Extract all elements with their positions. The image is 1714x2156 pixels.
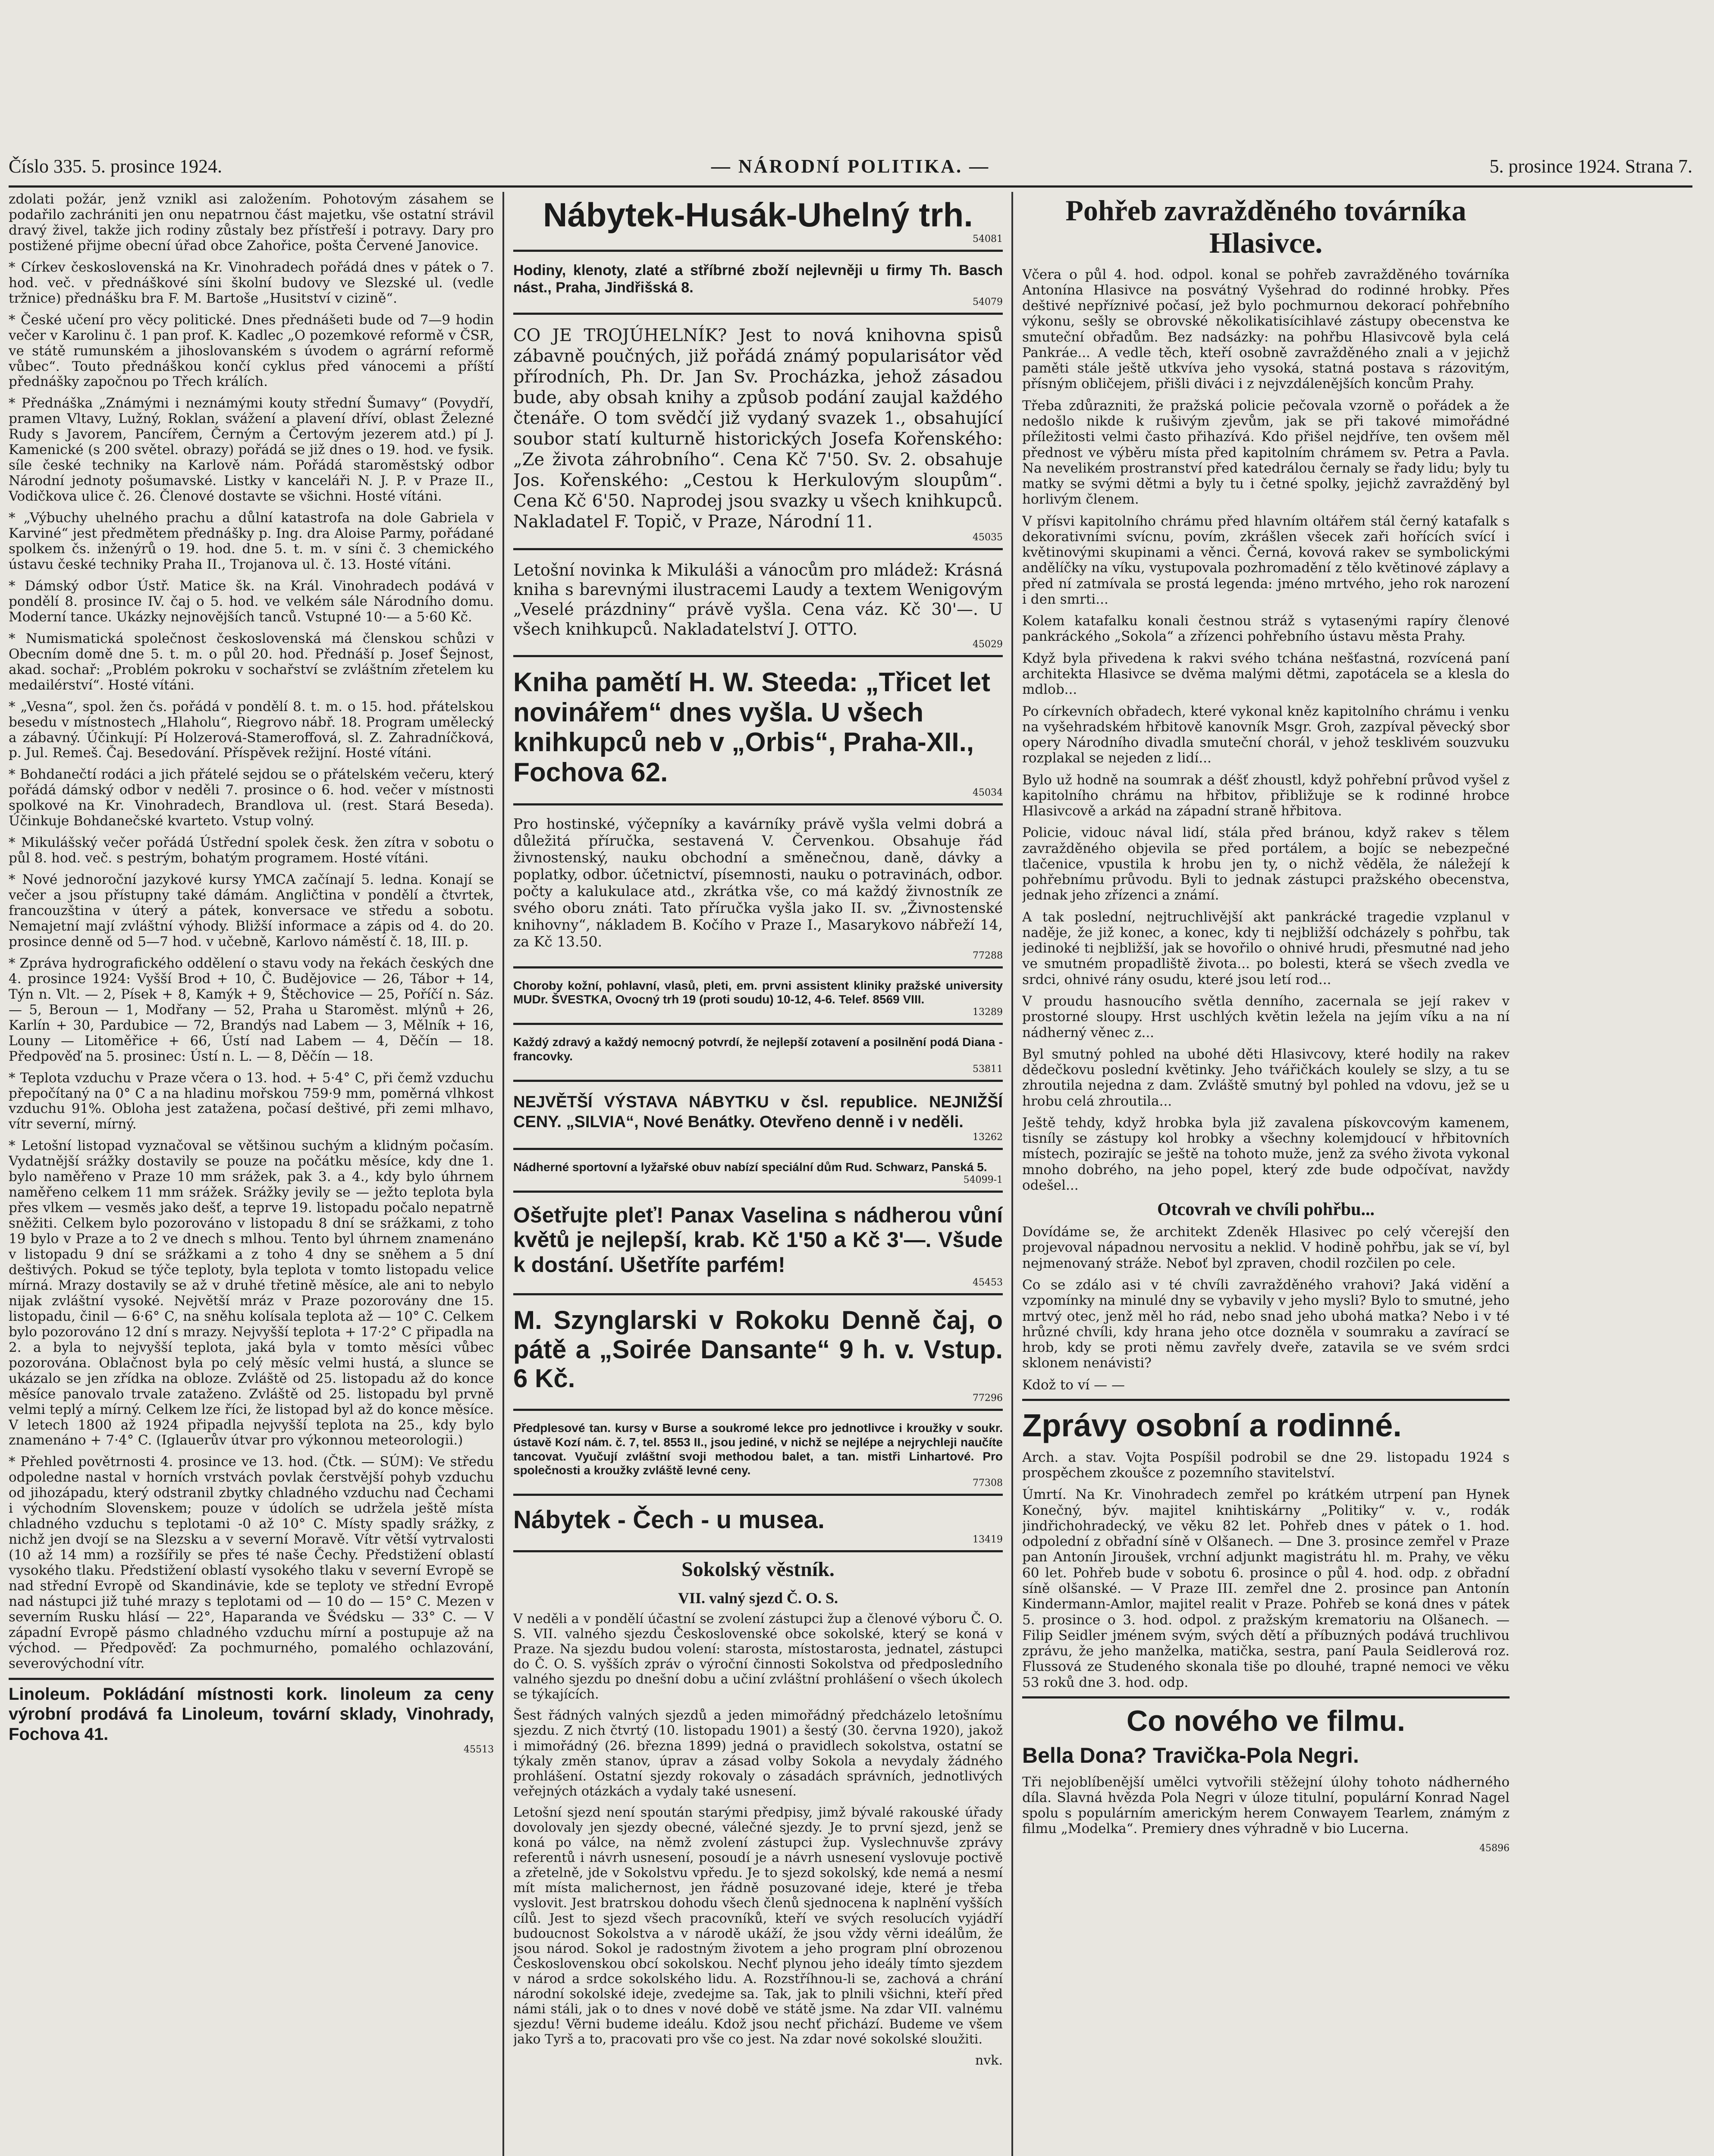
ad-number: 45513 (464, 1744, 494, 1755)
column-divider (502, 192, 504, 2156)
article-paragraph: A tak poslední, nejtruchlivější akt pankrácké tragedie vzplanul v naděje, že již konec, a konec, kdy ti nejbližší odcházely s pohřbu, tak jedinoké ti nejbližší, jak se hovořilo o ohnivé hrudi, přesmutné nad jeho ve smutném propadliště života... po bolesti, která se všech zvedla ve srdci, ohnivé rány osudu, které jsou letí rod... (1022, 909, 1510, 987)
ad-szynglarski: M. Szynglarski v Rokoku Denně čaj, o pátě a „Soirée Dansante“ 9 h. v. Vstup. 6 Kč. (513, 1306, 1003, 1393)
article-paragraph: Ještě tehdy, když hrobka byla již zavalena pískovcovým kamenem, tisníly se zástupy kol hrobky a všechny kolemjdoucí v hřbitovních místech, pozirajíc se ještě na tohoto muže, jenž za svého života vykonal mnoho dobrého, na jeho popel, který zde bude odpočívat, navždy odešel... (1022, 1115, 1510, 1193)
ad-husak-furniture: Nábytek-Husák-Uhelný trh. (543, 196, 973, 234)
ad-number: 54081 (973, 234, 1003, 245)
ad-number: 45896 (1479, 1843, 1510, 1854)
column-divider (1011, 192, 1013, 2156)
article-paragraph: V přísvi kapitolního chrámu před hlavním oltářem stál černý katafalk s dekorativními svícnu, povím, zkrášlen všecek zaři hořících svící i květinovými skupinami a věnci. Černá, kovová rakev se symbolickými andělíčky na víku, vystupovala pozhromadění z tělo květinové záplavy a před ní zatmívala se prostá legenda: jméno mrtvého, jeho rok narození i den smrti... (1022, 513, 1510, 607)
notice-sumava: * Přednáška „Známými i neznámými kouty střední Šumavy“ (Povydří, pramen Vltavy, Lužný, Roklan, svážení a plavení dříví, oblast Železné Rudy s Javorem, Pancířem, Černým a Čertovým jezerem atd.) pí J. Kamenické (s 200 světel. obrazy) pořádá se již dnes o 19. hod. ve fysik. síle české techniky na Karlově nám. Pořádá staroměstský odbor Národní jednoty pošumavské. Listky v kanceláři N. J. P. v Praze II., Vodičkova ulice č. 26. Členové dostavte se všichni. Hosté vítáni. (9, 395, 494, 505)
column-3 (1022, 192, 1510, 2156)
ad-panax: Ošetřujte pleť! Panax Vaselina s nádherou vůní květů je nejlepší, krab. Kč 1'50 a Kč 3'—. Všude k dostání. Ušetříte parfém! (513, 1203, 1003, 1277)
notice-weather-forecast: * Přehled povětrnosti 4. prosince ve 13. hod. (Čtk. — SÚM): Ve středu odpoledne nastal v horních vrstvách povlak čerstvější pohyb vzduchu od jihozápadu, který odstranil zbytky chladného vzduchu nad Čechami i východním Slovenskem; pouze v údolích se udržela ještě místa chladného vzduchu s teplotami -0 až 10° C. Místy spadly srážky, z nichž jen dvojí se na Slezsku a v severní Moravě. Vítr větší vytrvalosti (10 až 14 mm) a rozšířily se přes té naše Čechy. Předstižení oblastí vysokého tlaku. Předstižení oblastí vysokého tlaku v severní Evropě se nad střední Evropě od Skandinávie, kde se teploty ve střední Evropě nad nástupci již tuhé mrazy s teplotami od — 10 do — 15° C. Mezen v severním Rusku hlásí — 22°, Haparanda ve Švédsku — 33° C. — V západní Evropě pásmo chladného vzduchu mírní a postupuje až na východ. — Předpověď: Za pochmurného, pomalého ochlazování, severovýchodní vítr. (9, 1454, 494, 1671)
article-paragraph: Třeba zdůrazniti, že pražská policie pečovala vzorně o pořádek a že nedošlo nikde k rušivým zjevům, jak se při takové mimořádné příležitosti velmi často přihazívá. Kdo přišel nejdříve, ten ovšem měl přednost ve výběru místa před kapitolním chrámem sv. Petra a Pavla. Na nevelikém prostranství před katedrálou černaly se řady lidu; byly tu matky se svými dětmi a byly tu i četné spolky, jejichž zavražděný byl horlivým členem. (1022, 398, 1510, 508)
article-paragraph: Co se zdálo asi v té chvíli zavražděného vrahovi? Jaká vidění a vzpomínky na minulé dny se vybavily v jeho mysli? Bylo to smutné, jeho mrtvý otec, jenž měl ho rád, nebo snad jeho ubohá matka? Nebo i v té hrůzné chvíli, kdy hrana jeho otce dozněla v soumraku a zavírací se hrob, kdy se proti němu zavřely dveře, zatavila se ve svém srdci sklonem nenávisti? (1022, 1277, 1510, 1371)
ad-dance-courses: Předplesové tan. kursy v Burse a soukromé lekce pro jednotlivce i kroužky v soukr. ústavě Kozí nám. č. 7, tel. 8553 II., jsou jediné, v nichž se nejlépe a nejrychleji naučíte tancovat. Vyučují zvláštní svoji methodou balet, a tan. mistři Linhartové. Pro společnosti a kroužky zvláště levné ceny. (513, 1421, 1003, 1477)
ad-number: 13289 (973, 1007, 1003, 1018)
ad-number: 45029 (973, 639, 1003, 650)
notice-temperature: * Teplota vzduchu v Praze včera o 13. hod. + 5·4° C, při čemž vzduchu přepočítaný na 0° C a na hladinu mořskou 759·9 mm, poměrná vlhkost vzduchu 91%. Obloha jest zatažena, počasí deštivé, při zemi mlhavo, vítr severní, mírný. (9, 1070, 494, 1132)
film-subheading: Bella Dona? Travička-Pola Negri. (1022, 1743, 1359, 1767)
issue-number: Číslo 335. 5. prosince 1924. (9, 156, 222, 177)
sokol-paragraph: Letošní sjezd není spoután starými předpisy, jimž bývalé rakouské úřady dovolovaly jen sjezdy obecné, válečné sjezdy. Je to první sjezd, jenž se koná po válce, na němž zvolení zástupci žup. Vyslechnuvše zprávy referentů i návrh usnesení, posoudí je a návrh usnesení vyslovuje poctivě a zřetelně, jde v Sokolstvu vpředu. Je to sjezd sokolský, kde nemá a nesmí mít místa malichernost, jen řádně posuzované ideje, které je třeba vyslovit. Jest bratrskou dohodu všech členů sjednocena k naplnění vyšších cílů. Jest to sjezd všech pracovníků, kteří ve svých resolucích vyjádří budoucnost Sokolstva a v národě ukáží, že jsou vždy věrni ideálům, že jsou národ. Sokol je radostným životem a jeho program plní obrozenou Československou obcí sokolskou. Nechť plynou jeho ideály tímto sjezdem v národ a srdce sokolského lidu. A. Rozstříhnou-li se, zachová a chrání národní sokolské ideje, zvedejme sa. Tak, jak to plnili všichni, kteří před námi stáli, jak o to dnes v nové době ve státě jsme. Na zdar VII. valnému sjezdu! Věrni budeme ideálu. Kdož jsou nechť přichází. Budeme ve všem jako Tyrš a to, pracovati pro vše co jest. Na zdar nové sokolské sloužiti. (513, 1805, 1003, 2047)
notice-november-weather: * Letošní listopad vyznačoval se většinou suchým a klidným počasím. Vydatnější srážky dostavily se pouze na počátku měsíce, kdy dne 1. bylo naměřeno v Praze 10 mm srážek, pak 3. a 4., kdy bylo úhrnem naměřeno celkem 11 mm srážek. Srážky jevily se — ježto teplota byla přes vlkem — vesměs jako dešť, a teprve 19. listopadu počalo nepatrně sněžiti. Celkem bylo pozorováno v listopadu 8 dní se srážkami, z toho 19 bylo v Praze a to 2 ve dnech s mlhou. Tento byl úhrnem znamenáno v listopadu 9 dní se srážkami a z toho 4 dny se sněhem a 5 dní deštivých. Pokud se týče teploty, byla teplota v tomto listopadu velice mírná. Mrazy dostavily se až v druhé třetině měsíce, ale ani to nebylo nijak zvláštní vysoké. Největší mráz v Praze pozorovány dne 15. listopadu, činil — 6·6° C, na sněhu kolísala teplota až — 10° C. Celkem bylo pozorováno 12 dní s mrazy. Nejvyšší teplota + 17·2° C připadla na 2. a byla to nejvyšší teplota, jaká byla v tomto měsíci vůbec pozorována. Oblačnost byla po celý měsíc velmi hustá, a slunce se ukázalo se jen zřídka na obloze. Zvláště od 25. listopadu až do konce měsíce panovalo trvale zataženo. Zvláště od 25. listopadu byl prvně velmi teplý a mírný. Celkem lze říci, že listopad byl až do konce měsíce. V letech 1800 až 1924 připadla nejvyšší teplota na 25., kdy bylo znamenáno + 7·4° C. (Iglauerův útvar pro výkonnou meteorologii.) (9, 1138, 494, 1448)
column-2 (513, 192, 1003, 2156)
film-paragraph: Tři nejoblíbenější umělci vytvořili stěžejní úlohy tohoto nádherného díla. Slavná hvězda Pola Negri v úloze titulní, populární Konrad Nagel spolu s populárním americkým herem Conwayem Tearlem, známým z filmu „Modelka“. Premiery dnes výhradně v bio Lucerna. (1022, 1774, 1510, 1837)
notice-lecture-politics: * České učení pro věcy politické. Dnes přednášeti bude od 7—9 hodin večer v Karolinu č. 1 pan prof. K. Kadlec „O pozemkové reformě v ČSR, ve státě rumunském a jihoslovanském s úvodem o agrární reformě vůbec“. Touto přednáškou končí cyklus před vánocemi a příští přednášky započnou po Třech králích. (9, 312, 494, 390)
notice-water-levels: * Zpráva hydrografického oddělení o stavu vody na řekách českých dne 4. prosince 1924: Vyšší Brod + 10, Č. Budějovice — 26, Tábor + 14, Týn n. Vlt. — 2, Písek + 8, Kamýk + 9, Štěchovice — 25, Poříčí n. Sáz. — 5, Beroun — 1, Modřany — 52, Praha u Staroměst. mlýnů + 26, Karlín + 30, Pardubice — 72, Brandýs nad Labem — 3, Mělník + 16, Louny — Litoměřice + 66, Ústí nad Labem — 4, Děčín — 18. Předpověď na 5. prosinec: Ústí n. L. — 8, Děčín — 18. (9, 955, 494, 1064)
section-heading-personal: Zprávy osobní a rodinné. (1022, 1399, 1510, 1444)
ad-schwarz-shoes: Nádherné sportovní a lyžařské obuv nabízí speciální dům Rud. Schwarz, Panská 5. (513, 1160, 987, 1174)
sokol-subheading: VII. valný sjezd Č. O. S. (678, 1589, 838, 1607)
ad-number: 45035 (973, 532, 1003, 543)
article-paragraph: V proudu hasnoucího světla denního, zacernala se její rakev v prostorné sloupy. Hrst uschlých květin ležela na jejím víku a na ní nádherný věnec z... (1022, 993, 1510, 1040)
ad-hostinsky-handbook: Pro hostinské, výčepníky a kavárníky právě vyšla velmi dobrá a důležitá příručka, sestavená V. Červenkou. Obsahuje řád živnostenský, nauku obchodní a směnečnou, daně, dávky a poplatky, odbor. účetnictví, písemnosti, nauku o potravinách, odbor. počty a kalukulace atd., zkrátka vše, co má každý živnostník ze svého oboru znáti. Tato příručka vyšla jako II. sv. „Živnostenské knihovny“, nákladem B. Kočího v Praze I., Masarykovo nábřeží 14, za Kč 13.50. (513, 815, 1003, 950)
article-paragraph: Bylo už hodně na soumrak a déšť zhoustl, když pohřební průvod vyšel z kapitolního chrámu na hřbitov, přibližuje se k rodinné hrobce Hlasivcově a arkád na západní straně hřbitova. (1022, 772, 1510, 819)
notice-church: * Církev československá na Kr. Vinohradech pořádá dnes v pátek o 7. hod. več. v přednáškové síni školní budovy ve Slezské ul. (vedle tržnice) přednášku bra F. M. Bartoše „Husitství v cizině“. (9, 259, 494, 306)
obituaries: Úmrtí. Na Kr. Vinohradech zemřel po krátkém utrpení pan Hynek Konečný, býv. majitel knihtiskárny „Politiky“ v. v., rodák jindřichohradecký, ve věku 82 let. Pohřeb dnes v pátek o 1. hod. odpolední z obřadní síně v Olšanech. — Dne 3. prosince zemřel v Praze pan Antonín Jiroušek, vrchní adjunkt magistrátu hl. m. Prahy, ve věku 60 let. Pohřeb bude v sobotu 6. prosince o půl 4. hod. odp. z obřadní síně olšanské. — V Praze III. zemřel dne 2. prosince pan Antonín Kindermann-Amlor, majitel realit v Praze. Pohřeb se koná dnes v pátek 5. prosince o 3. hod. odpol. z pražským krematoriu na Olšanech. — Filip Seidler jménem svým, svých dětí a příbuzných podává truchlivou zprávu, že jeho manželka, matička, sestra, paní Paula Seidlerová roz. Flussová ze Studeného skonala tiše po dlouhé, trapné nemoci ve věku 53 roků dne 3. hod. odp. (1022, 1487, 1510, 1690)
ad-steed-book: Kniha pamětí H. W. Steeda: „Třicet let novinářem“ dnes vyšla. U všech knihkupců neb v „Orbis“, Praha-XII., Fochova 62. (513, 667, 990, 787)
ad-number: 53811 (973, 1063, 1003, 1075)
article-paragraph: Včera o půl 4. hod. odpol. konal se pohřeb zavražděného továrníka Antonína Hlasivce na posvátný Vyšehrad do rodinné hrobky. Přes deštivé nepříznivé počasí, jež bylo pochmurnou dekorací pohřebního výkonu, sešly se obrovské několikatisícihlavé zástupy obecenstva ke smuteční obřadům. Bez nadsázky: na pohřbu Hlasivcově byla celá Pankráe... A vedle těch, kteří osobně zavražděného znali a v jejichž paměti stále ještě utkvíva jeho vysoká, statná postava s rázovitým, přísným obličejem, přišli diváci i z nejvzdálenějších koncům Prahy. (1022, 266, 1510, 392)
ad-number: 13419 (973, 1534, 1003, 1545)
ad-linoleum: Linoleum. Pokládání místnosti kork. linoleum za ceny výrobní prodává fa Linoleum, tovární sklady, Vinohrady, Fochova 41. (9, 1684, 494, 1744)
notice-mikulas: * Mikulášský večer pořádá Ústřední spolek česk. žen zítra v sobotu o půl 8. hod. več. s pestrým, bohatým programem. Hosté vítáni. (9, 835, 494, 866)
ad-svestka-clinic: Choroby kožní, pohlavní, vlasů, pleti, em. prvni assistent kliniky pražské university MUDr. ŠVESTKA, Ovocný trh 19 (proti soudu) 10-12, 4-6. Telef. 8569 VIII. (513, 978, 1003, 1006)
sokol-signature: nvk. (975, 2053, 1003, 2068)
ad-number: 77288 (973, 950, 1003, 961)
ad-diana: Každý zdravý a každý nemocný potvrdí, že nejlepší zotavení a posilnění podá Diana - francovky. (513, 1035, 1003, 1063)
ad-number: 45453 (973, 1277, 1003, 1288)
sokol-paragraph: V neděli a v pondělí účastní se zvolení zástupci žup a členové výboru Č. O. S. VII. valného sjezdu Československé obce sokolské, který se koná v Praze. Na sjezdu budou volení: starosta, místostarosta, jednatel, zástupci do Č. O. S. vyšších zpráv o výroční činnosti Sokolstva od předposledního valného sjezdu po dnešní dobu a učiní zvláštní prohlášení o všech úkolech se týkajících. (513, 1611, 1003, 1702)
ad-number: 77296 (973, 1393, 1003, 1404)
ad-number: 54099-1 (963, 1174, 1003, 1185)
ad-silvia-furniture: NEJVĚTŠÍ VÝSTAVA NÁBYTKU v čsl. republice. NEJNIŽŠÍ CENY. „SILVIA“, Nové Benátky. Otevřeno denně i v neděli. (513, 1093, 1003, 1131)
notice-karvina: * „Výbuchy uhelného prachu a důlní katastrofa na dole Gabriela v Karviné“ jest předmětem přednášky p. Ing. dra Aloise Parmy, pořádané spolkem čs. inženýrů o 19. hod. dne 5. t. m. v síni č. 3 chemického ústavu české techniky Praha II., Trojanova ul. č. 13. Hosté vítáni. (9, 510, 494, 572)
sokol-heading: Sokolský věstník. (681, 1558, 835, 1581)
article-paragraph: Kdož to ví — — (1022, 1377, 1125, 1393)
ad-mikulas-book: Letošní novinka k Mikuláši a vánocům pro mládež: Krásná kniha s barevnými ilustracemi Laudy a textem Wenigovým „Veselé prázdniny“ právě vyšla. Cena váz. Kč 30'—. U všech knihkupců. Nakladatelství J. OTTO. (513, 560, 1003, 639)
article-paragraph: Kolem katafalku konali čestnou stráž s vytasenými rapíry členové pankráckého „Sokola“ a zřízenci pohřebního ústavu města Prahy. (1022, 613, 1510, 645)
notice-vesna: * „Vesna“, spol. žen čs. pořádá v pondělí 8. t. m. o 15. hod. přátelskou besedu v místnostech „Hlaholu“, Riegrovo nábř. 18. Program umělecký a zábavný. Účinkují: Pí Holzerová-Stameroffová, sl. Z. Zahradníčková, p. Jul. Remeš. Čaj. Besedování. Příspěvek režijní. Hosté vítáni. (9, 699, 494, 761)
page-number: 5. prosince 1924. Strana 7. (1489, 156, 1692, 177)
notice-ymca: * Nové jednoroční jazykové kursy YMCA začínají 5. ledna. Konají se večer a jsou přístupny také dámám. Angličtina v pondělí a čtvrtek, francouzština v úterý a pátek, konversace ve středu a sobotu. Nemajetní mají zvláštní výhody. Bližší informace a zápis od 4. do 20. prosince denně od 5—7 hod. v učebně, Karlovo náměstí č. 18, III. p. (9, 872, 494, 950)
ad-number: 77308 (973, 1478, 1003, 1489)
ad-number: 45034 (973, 787, 1003, 799)
ad-number: 13262 (973, 1132, 1003, 1143)
notice-numismatic: * Numismatická společnost československá má členskou schůzi v Obecním domě dne 5. t. m. o půl 20. hod. Přednáší p. Josef Šejnost, akad. sochař: „Problém pokroku v sochařství se zvláštním zřetelem ku medailérství“. Hosté vítáni. (9, 630, 494, 693)
article-fire: zdolati požár, jenž vznikl asi založením. Pohotovým zásahem se podařilo zachrániti jen onu nepatrnou část majetku, vše ostatní strávil dravý živel, takže jich rodiny zůstaly bez přístřeší i potravy. Dary pro postižené přijme obecní úřad obce Zahořice, pošta Červené Janovice. (9, 192, 494, 254)
film-heading: Co nového ve filmu. (1126, 1704, 1406, 1737)
masthead (9, 155, 1692, 188)
article-paragraph: Byl smutný pohled na ubohé děti Hlasivcovy, které hodily na rakev dědečkovu poslední květinky. Jeho tvářičkách koulely se slzy, a tu se zhroutila nejedna z dam. Zvláště smutný byl pohled na vdovu, jež se u hrobu celá zhroutila... (1022, 1046, 1510, 1109)
ad-cech-furniture: Nábytek - Čech - u musea. (513, 1506, 825, 1534)
column-1 (9, 192, 494, 2156)
article-subheading: Otcovrah ve chvíli pohřbu... (1157, 1200, 1375, 1220)
ad-basch-watches: Hodiny, klenoty, zlaté a stříbrné zboží nejlevněji u firmy Th. Basch nást., Praha, Jindřišská 8. (513, 262, 1003, 296)
ad-number: 54079 (973, 296, 1003, 307)
article-paragraph: Když byla přivedena k rakvi svého tchána nešťastná, rozvícená paní architekta Hlasivce se dvěma malými dětmi, zapotácela se a klesla do mdlob... (1022, 650, 1510, 698)
notice-bohdanec: * Bohdanečtí rodáci a jich přátelé sejdou se o přátelském večeru, který pořádá dámský odbor v neděli 7. prosince o 6. hod. večer v místnosti spolkové na Kr. Vinohradech, Brandlova ul. (rest. Stará Beseda). Účinkuje Bohdanečské kvarteto. Vstup volný. (9, 767, 494, 829)
notice-matice: * Dámský odbor Ústř. Matice šk. na Král. Vinohradech podává v pondělí 8. prosince IV. čaj o 5. hod. ve velkém sále Národního domu. Moderní tance. Ukázky nejnovějších tanců. Vstupné 10·— a 5·60 Kč. (9, 578, 494, 625)
article-paragraph: Policie, vidouc nával lidí, stála před bránou, když rakev s tělem zavražděného objevila se před portálem, a bojíc se nebezpečné tlačenice, vpustila k hrobu jen ty, o nichž věděla, že náležejí k pohřebnímu průvodu. Byli to jednak zástupci pražského obecenstva, jednak jeho zřízenci a známí. (1022, 825, 1510, 903)
ad-trojuhelnik: CO JE TROJÚHELNÍK? Jest to nová knihovna spisů zábavně poučných, již pořádá známý popularisátor věd přírodních, Ph. Dr. Jan Sv. Procházka, jehož zásadou bude, aby obsah knihy a způsob podání zaujal každého čtenáře. O tom svědčí již vydaný svazek 1., obsahující soubor statí kulturně historických Josefa Kořenského: „Ze života záhrobního“. Cena Kč 7'50. Sv. 2. obsahuje Jos. Kořenského: „Cestou k Herkulovým sloupům“. Cena Kč 6'50. Naprodej jsou svazky u všech knihkupců. Nakladatel F. Topič, v Praze, Národní 11. (513, 325, 1003, 532)
newspaper-title: — NÁRODNÍ POLITIKA. — (711, 156, 990, 177)
article-headline: Pohřeb zavražděného továrníka Hlasivce. (1065, 194, 1466, 259)
article-paragraph: Dovídáme se, že architekt Zdeněk Hlasivec po celý včerejší den projevoval nápadnou nervositu a neklid. V hodině pohřbu, jak se ví, byl nejmenovaný stráže. Neboť byl zpraven, chodil rozčilen po cele. (1022, 1224, 1510, 1271)
sokol-paragraph: Šest řádných valných sjezdů a jeden mimořádný předcházelo letošnímu sjezdu. Z nich čtvrtý (10. listopadu 1901) a šestý (30. června 1920), jakož i mimořádný (26. března 1899) jedná o pravidlech sokolstva, ostatní se týkaly změn stanov, úprav a zásad volby Sokola a nevydaly žádného prohlášení. Ostatní sjezdy rokovaly o zásadách správních, jednotlivých veřejných otázkách a vydaly také usnesení. (513, 1708, 1003, 1799)
personal-note: Arch. a stav. Vojta Pospíšil podrobil se dne 29. listopadu 1924 s prospěchem zkoušce z pozemního stavitelství. (1022, 1449, 1510, 1481)
article-paragraph: Po církevních obřadech, které vykonal kněz kapitolního chrámu i venku na vyšehradském hřbitově kanovník Msgr. Groh, zazpíval pěvecký sbor opery Národního divadla smuteční chorál, v jehož tesklivém souzvuku rozplakal se nejeden z lidí... (1022, 703, 1510, 766)
